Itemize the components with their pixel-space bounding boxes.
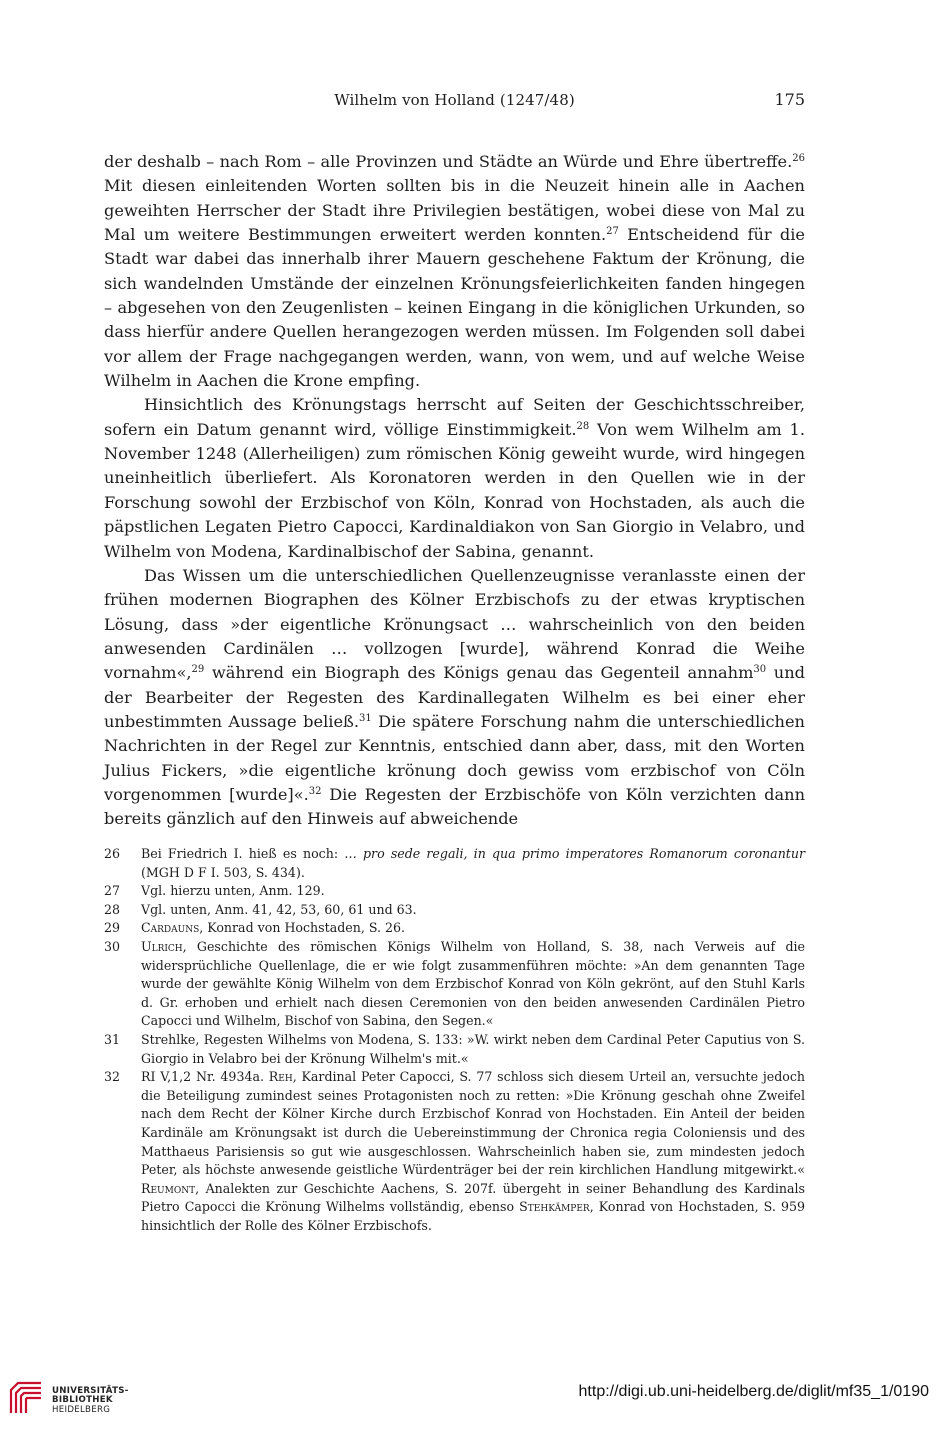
author-name: Reumont xyxy=(141,1180,196,1196)
footnote-text xyxy=(141,1068,805,1235)
footnote-30 xyxy=(104,938,805,1031)
author-name: Ulrich xyxy=(141,938,183,954)
footnote-29 xyxy=(104,919,805,938)
text-run: , Analekten zur Geschichte Aachens, S. 207f. übergeht in seiner Behandlung des Kardinals Pietro Capocci die Krönung Wilhelms vollständig, ebenso xyxy=(141,1180,805,1215)
text-run: Hinsichtlich des Krönungstags herrscht auf Seiten der Geschichtsschreiber, sofern ein Datum genannt wird, völlige Einstimmigkeit. xyxy=(104,395,805,439)
footnote-ref[interactable]: 32 xyxy=(308,785,322,797)
text-run: , Konrad von Hochstaden, S. 959 hinsichtlich der Rolle des Kölner Erzbischofs. xyxy=(141,1199,805,1233)
footnote-number: 30 xyxy=(104,938,121,954)
library-name xyxy=(52,1387,129,1415)
page-url[interactable]: http://digi.ub.uni-heidelberg.de/diglit/mf35_1/0190 xyxy=(578,1383,929,1400)
paragraph-3 xyxy=(104,564,805,832)
text-run: der deshalb – nach Rom – alle Provinzen und Städte an Würde und Ehre übertreffe. xyxy=(104,152,793,171)
footnote-number: 26 xyxy=(104,846,121,861)
viewer-footer xyxy=(0,1365,941,1425)
footnote-ref[interactable]: 30 xyxy=(753,664,767,676)
footnote-ref[interactable]: 29 xyxy=(191,664,205,676)
page-number: 175 xyxy=(774,90,805,109)
footnote-text xyxy=(141,919,805,938)
paragraph-2 xyxy=(104,393,805,563)
library-line: BIBLIOTHEK xyxy=(52,1395,113,1406)
footnote-text xyxy=(141,845,805,882)
footnote-28 xyxy=(104,901,805,920)
library-logo-icon xyxy=(8,1380,44,1416)
footnote-32 xyxy=(104,1068,805,1235)
footnote-ref[interactable]: 31 xyxy=(359,712,372,724)
footnote-text: Vgl. unten, Anm. 41, 42, 53, 60, 61 und 63. xyxy=(141,901,417,917)
footnotes xyxy=(104,845,805,1235)
footnote-number: 28 xyxy=(104,901,121,917)
main-text xyxy=(104,150,805,832)
footnote-number: 29 xyxy=(104,920,121,936)
footnote-text: Strehlke, Regesten Wilhelms von Modena, S. 133: »W. wirkt neben dem Cardinal Peter Caputius von S. Giorgio in Velabro bei der Krönung Wilhelm's mit.« xyxy=(141,1031,805,1066)
text-run: (MGH D F I. 503, S. 434). xyxy=(141,864,305,880)
footnote-26 xyxy=(104,845,805,882)
text-run: Das Wissen um die unterschiedlichen Quellenzeugnisse veranlasste einen der frühen modernen Biographen des Kölner Erzbischofs zu der etwas kryptischen Lösung, dass »der eigentliche Krönungsact … wahrscheinlich von den beiden anwesenden Cardinälen … vollzogen [wurde], während Konrad die Weihe vornahm«, xyxy=(104,565,805,683)
running-title: Wilhelm von Holland (1247/48) xyxy=(334,91,575,109)
footnote-27 xyxy=(104,882,805,901)
footnote-number: 32 xyxy=(104,1069,121,1085)
author-name: Stehkämper xyxy=(519,1199,590,1215)
footnote-ref[interactable]: 27 xyxy=(606,226,619,238)
italic-quote: … pro sede regali, in qua primo imperatores Romanorum coronantur xyxy=(344,846,805,861)
text-run: Bei Friedrich I. hieß es noch: xyxy=(141,846,345,861)
text-run: Von wem Wilhelm am 1. November 1248 (Allerheiligen) zum römischen König geweiht wurde, wird hingegen uneinheitlich überliefert. Als Koronatoren werden in den Quellen wie in der Forschung sowohl der Erzbischof von Köln, Konrad von Hochstaden, als auch die päpstlichen Legaten Pietro Capocci, Kardinaldiakon von San Giorgio in Velabro, und Wilhelm von Modena, Kardinalbischof der Sabina, genannt. xyxy=(104,419,805,561)
library-line: UNIVERSITÄTS- xyxy=(52,1386,129,1396)
footnote-text: Vgl. hierzu unten, Anm. 129. xyxy=(141,883,325,899)
text-run: während ein Biograph des Königs genau das Gegenteil annahm xyxy=(204,663,754,683)
footnote-31 xyxy=(104,1031,805,1068)
text-run: Mit diesen einleitenden Worten sollten bis in die Neuzeit hinein alle in Aachen geweihten Herrscher der Stadt ihre Privilegien bestätigen, wobei diese von Mal zu Mal um weitere Bestimmungen erweitert werden konnten. xyxy=(104,176,805,245)
footnote-number: 31 xyxy=(104,1031,121,1047)
text-run: Die Regesten der Erzbischöfe von Köln verzichten dann bereits gänzlich auf den Hinweis auf abweichende xyxy=(104,784,806,829)
footnote-ref[interactable]: 26 xyxy=(792,153,805,164)
author-name: Cardauns xyxy=(141,920,200,936)
author-name: Reh xyxy=(268,1069,293,1085)
text-run: , Geschichte des römischen Königs Wilhelm von Holland, S. 38, nach Verweis auf die widersprüchliche Quellenlage, die er wie folgt zusammenführen möchte: »An dem genannten Tage wurde der gewählte König Wilhelm von dem Erzbischof Konrad von Köln gekrönt, auf den Stuhl Karls d. Gr. erhoben und erhielt nach diesen Ceremonien von den beiden anwesenden Cardinälen Pietro Capocci und Wilhelm, Bischof von Sabina, den Segen.« xyxy=(141,938,805,1029)
text-run: , Kardinal Peter Capocci, S. 77 schloss sich diesem Urteil an, versuchte jedoch die Beteiligung zumindest seines Protagonisten noch zu retten: »Die Krönung geschah ohne Zweifel nach dem Recht der Kölner Kirche durch Erzbischof Konrad von Hochstaden. Ein Anteil der beiden Kardinäle am Krönungsakt ist durch die Uebereinstimmung der Chronica regia Coloniensis und des Matthaeus Parisiensis so gut wie ausgeschlossen. Wahrscheinlich haben sie, zum mindesten jedoch Peter, als höchste anwesende geistliche Würdenträger bei der rein kirchlichen Handlung mitgewirkt.« xyxy=(141,1069,805,1178)
library-line: HEIDELBERG xyxy=(52,1404,111,1415)
footnote-number: 27 xyxy=(104,883,121,899)
footnote-ref[interactable]: 28 xyxy=(576,420,590,432)
paragraph-1 xyxy=(104,150,805,393)
text-run: und der Bearbeiter der Regesten des Kardinallegaten Wilhelm es bei einer eher unbestimmten Aussage beließ. xyxy=(104,663,805,731)
text-run: Die spätere Forschung nahm die unterschiedlichen Nachrichten in der Regel zur Kenntnis, entschied dann aber, dass, mit den Worten Julius Fickers, »die eigentliche krönung doch gewiss vom erzbischof von Cöln vorgenommen [wurde]«. xyxy=(104,711,805,804)
running-head xyxy=(104,89,805,111)
text-run: Entscheidend für die Stadt war dabei das innerhalb ihrer Mauern geschehene Faktum der Krönung, die sich wandelnden Umstände der einzelnen Krönungsfeierlichkeiten fanden hingegen – abgesehen von den Zeugenlisten – keinen Eingang in die königlichen Urkunden, so dass hierfür andere Quellen herangezogen werden müssen. Im Folgenden soll dabei vor allem der Frage nachgegangen werden, wann, von wem, und auf welche Weise Wilhelm in Aachen die Krone empfing. xyxy=(104,225,806,391)
text-run: , Konrad von Hochstaden, S. 26. xyxy=(199,920,406,936)
text-run: RI V,1,2 Nr. 4934a. xyxy=(141,1069,269,1085)
footnote-text xyxy=(141,938,805,1031)
